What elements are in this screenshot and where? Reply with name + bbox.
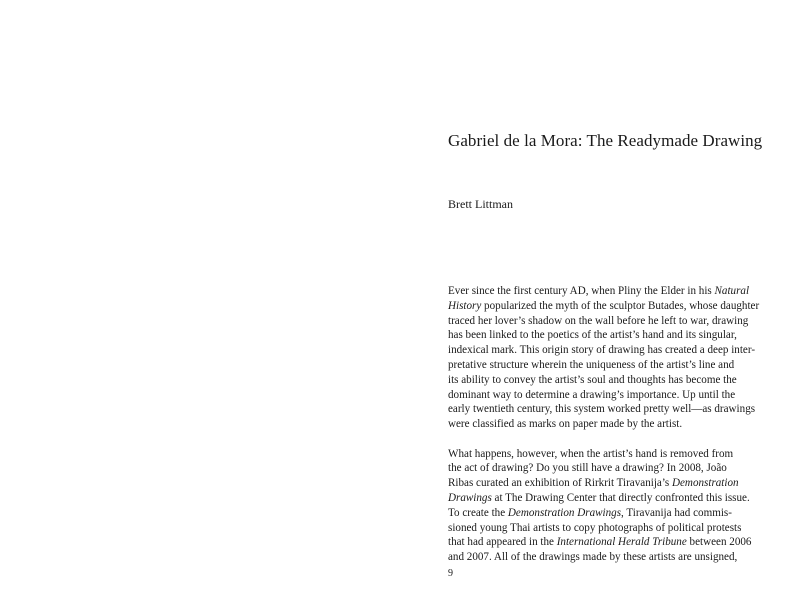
text-line: pretative structure wherein the uniqueness of the artist’s line and [448,358,735,371]
text-line: indexical mark. This origin story of drawing has created a deep inter- [448,344,756,357]
text-run: To create the [448,506,508,519]
italic-title: International Herald Tribune [556,536,687,549]
text-line: its ability to convey the artist’s soul and thoughts has become the [448,373,737,386]
italic-title: Demonstration Drawings [507,506,622,519]
text-line: were classified as marks on paper made by the artist. [448,418,683,431]
text-line [448,506,768,521]
text-line: dominant way to determine a drawing’s importance. Up until the [448,388,736,401]
text-line: What happens, however, when the artist’s hand is removed from [448,447,734,460]
text-run: that had appeared in the [448,536,557,549]
text-line [448,299,768,314]
text-line: sioned young Thai artists to copy photographs of political protests [448,521,742,534]
italic-title: Demonstration [672,477,739,490]
text-run: at The Drawing Center that directly confronted this issue. [491,491,750,504]
author-name: Brett Littman [448,197,513,211]
text-run: Ever since the first century AD, when Pliny the Elder in his [448,285,715,297]
text-line: early twentieth century, this system worked pretty well—as drawings [448,403,756,416]
article-title: Gabriel de la Mora: The Readymade Drawing [448,131,763,150]
italic-title: History [448,299,482,312]
text-line [448,491,768,506]
body-text [448,284,768,565]
page-number: 9 [448,568,453,579]
text-line: and 2007. All of the drawings made by these artists are unsigned, [448,551,738,564]
text-line: has been linked to the poetics of the artist’s hand and its singular, [448,329,737,342]
text-run: between 2006 [686,536,752,549]
italic-title: Drawings [448,491,492,504]
right-page [400,0,800,598]
paragraph-gap [448,432,768,447]
text-line [448,476,768,491]
text-line: the act of drawing? Do you still have a drawing? In 2008, João [448,462,727,475]
italic-title: Natural [714,285,750,297]
text-run: popularized the myth of the sculptor Butades, whose daughter [481,299,760,312]
text-line [448,284,768,299]
text-run: Ribas curated an exhibition of Rirkrit Tiravanija’s [448,477,672,490]
text-line [448,535,768,550]
text-run: , Tiravanija had commis- [621,506,732,519]
text-line: traced her lover’s shadow on the wall before he left to war, drawing [448,314,749,327]
